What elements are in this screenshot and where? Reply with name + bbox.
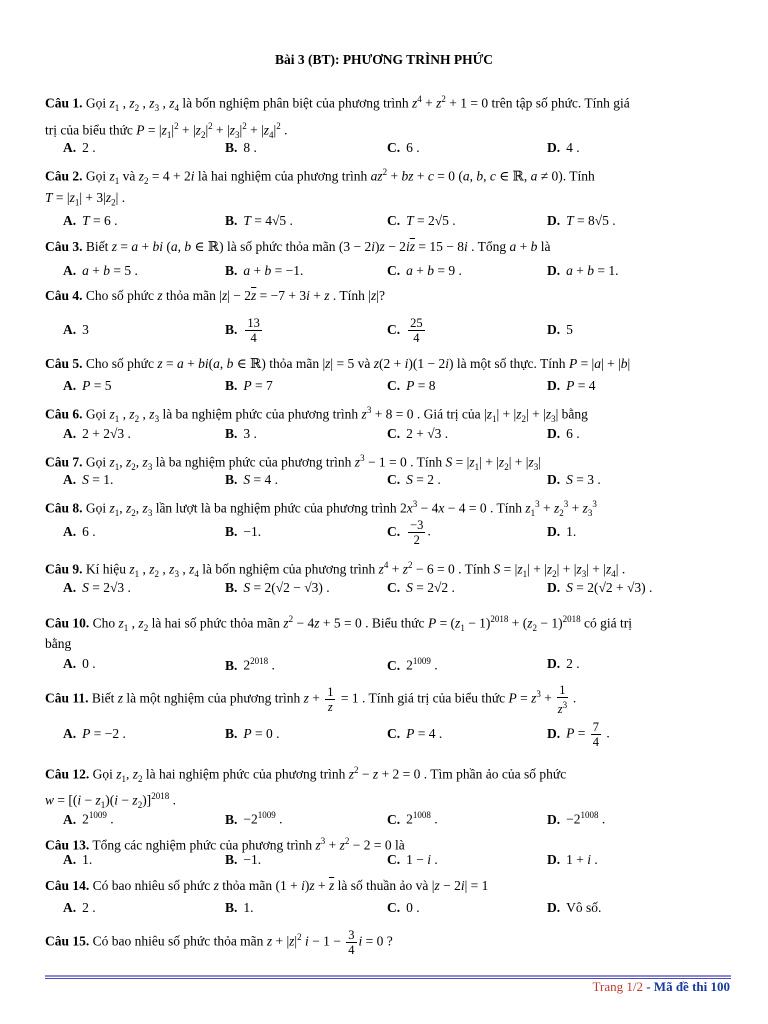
- option-a: A. 2 .: [63, 140, 96, 155]
- question-11-options: [45, 720, 731, 754]
- option-b: B. 8 .: [225, 140, 257, 155]
- option-c: C. 2 + √3 .: [387, 426, 449, 441]
- option-d: D. 5: [547, 322, 573, 337]
- option-d: D. Vô số.: [547, 900, 602, 915]
- question-7-options: [45, 472, 731, 494]
- option-a: A. T = 6 .: [63, 213, 118, 228]
- page-title: Bài 3 (BT): PHƯƠNG TRÌNH PHỨC: [274, 52, 494, 67]
- option-d: D. T = 8√5 .: [547, 213, 616, 228]
- option-b: B. $\frac{13}{4}$: [225, 316, 260, 345]
- option-d: D. P = 4: [547, 378, 596, 393]
- option-d: D. 6 .: [547, 426, 580, 441]
- question-5: Câu 5. Cho số phức z = a + bi(a, b ∈ ℝ) thỏa mãn |z| = 5 và z(2 + i)(1 − 2i) là một số thực. Tính P = |a| + |b|: [45, 356, 631, 371]
- option-b: B. S = 2(√2 − √3) .: [225, 580, 330, 595]
- question-13-options: [45, 852, 731, 874]
- question-13: Câu 13. Tổng các nghiệm phức của phương trình $z^3 + z^2 - 2 = 0$ là: [45, 836, 405, 853]
- option-d: D. 2 .: [547, 656, 580, 671]
- option-d: D. S = 3 .: [547, 472, 601, 487]
- option-b: B. S = 4 .: [225, 472, 279, 487]
- question-2: Câu 2. Gọi $z_1$ và $z_2 = 4 + 2i$ là hai nghiệm của phương trình $az^2$ + bz + c = 0 (a, b, c ∈ ℝ, a ≠ 0). Tính: [45, 167, 595, 187]
- question-15: Câu 15. Có bao nhiêu số phức thỏa mãn $z + |z|^2$ i − 1 − $\frac{3}{4}$ i = 0 ?: [45, 927, 393, 957]
- option-b: B. P = 0 .: [225, 726, 280, 741]
- option-c: C. 6 .: [387, 140, 420, 155]
- option-c: C. $\frac{-3}{2}$ .: [387, 518, 431, 547]
- question-8: Câu 8. Gọi $z_1$, $z_2$, $z_3$ lần lượt là ba nghiệm phức của phương trình $2x^3 - 4x - 4 = 0$ . Tính $z_1^3 + z_2^3 + z_3^3$: [45, 499, 597, 519]
- question-11: Câu 11. Biết z là một nghiệm của phương trình z + $\frac{1}{z}$ = 1 . Tính giá trị của biểu thức $P = z^3$ + $\frac{1}{z^3}$ .: [45, 682, 577, 716]
- question-10: Câu 10. Cho $z_1$ , $z_2$ là hai số phức thỏa mãn $z^2 - 4z + 5 = 0$ . Biểu thức $P = (z_1 - 1)^{2018} + (z_2 - 1)^{2018}$ có giá trị: [45, 614, 633, 634]
- option-a: A. 3: [63, 322, 89, 337]
- option-c: C. T = 2√5 .: [387, 213, 456, 228]
- option-c: C. S = 2 .: [387, 472, 441, 487]
- option-d: D. 1.: [547, 524, 577, 539]
- option-b: B. P = 7: [225, 378, 273, 393]
- option-a: A. 2 .: [63, 900, 96, 915]
- option-a: A. 0 .: [63, 656, 96, 671]
- option-a: A. S = 2√3 .: [63, 580, 131, 595]
- question-8-options: [45, 518, 731, 552]
- option-c: C. a + b = 9 .: [387, 263, 462, 278]
- option-c: C. $\frac{25}{4}$: [387, 316, 423, 345]
- option-a: A. 6 .: [63, 524, 96, 539]
- question-7: Câu 7. Gọi $z_1$, $z_2$, $z_3$ là ba nghiệm phức của phương trình $z^3 - 1 = 0$ . Tính $S = |z_1| + |z_2| + |z_3|$: [45, 453, 541, 473]
- option-b: B. −1.: [225, 524, 262, 539]
- option-b: B. −1.: [225, 852, 262, 867]
- option-a: A. P = 5: [63, 378, 112, 393]
- question-1-line2: trị của biểu thức $P = |z_1|^2 + |z_2|^2 + |z_3|^2 + |z_4|^2$ .: [45, 121, 288, 141]
- question-3: Câu 3. Biết z = a + bi (a, b ∈ ℝ) là số phức thỏa mãn $(3 - 2i)z - 2i\overline{z} = 15 - 8i$ . Tổng a + b là: [45, 239, 551, 254]
- question-4-options: [45, 316, 731, 350]
- option-a: A. S = 1.: [63, 472, 114, 487]
- question-5-options: [45, 378, 731, 400]
- option-d: D. a + b = 1.: [547, 263, 619, 278]
- option-b: B. $-2^{1009}$ .: [225, 810, 283, 827]
- option-b: B. 1.: [225, 900, 254, 915]
- question-2-options: [45, 213, 731, 235]
- option-a: A. 2 + 2√3 .: [63, 426, 131, 441]
- option-b: B. T = 4√5 .: [225, 213, 293, 228]
- question-14: Câu 14. Có bao nhiêu số phức z thỏa mãn $(1 + i)z + \overline{z}$ là số thuần ảo và |z − 2i| = 1: [45, 878, 489, 893]
- option-d: D. 4 .: [547, 140, 580, 155]
- option-c: C. 1 − i .: [387, 852, 438, 867]
- question-9: Câu 9. Kí hiệu $z_1$ , $z_2$ , $z_3$ , $z_4$ là bốn nghiệm của phương trình $z^4 + z^2 - 6 = 0$ . Tính $S = |z_1| + |z_2| + |z_3| + |z_4|$ .: [45, 560, 626, 580]
- option-a: A. $2^{1009}$ .: [63, 810, 114, 827]
- question-10-options: [45, 656, 731, 678]
- question-6: Câu 6. Gọi $z_1$ , $z_2$ , $z_3$ là ba nghiệm phức của phương trình $z^3 + 8 = 0$ . Giá trị của $|z_1| + |z_2| + |z_3|$ bằng: [45, 405, 588, 425]
- option-b: B. a + b = −1.: [225, 263, 304, 278]
- option-a: A. a + b = 5 .: [63, 263, 138, 278]
- option-d: D. S = 2(√2 + √3) .: [547, 580, 653, 595]
- question-1: Câu 1. Gọi $z_1$ , $z_2$ , $z_3$ , $z_4$ là bốn nghiệm phân biệt của phương trình $z^4 + z^2 + 1 = 0$ trên tập số phức. Tính giá: [45, 94, 630, 114]
- option-c: C. P = 4 .: [387, 726, 443, 741]
- option-a: A. 1.: [63, 852, 93, 867]
- option-b: B. $2^{2018}$ .: [225, 656, 275, 673]
- question-12-line2: $w = [(i - z_1)(i - z_2)]^{2018}$ .: [45, 791, 176, 811]
- option-c: C. P = 8: [387, 378, 436, 393]
- option-c: C. $2^{1008}$ .: [387, 810, 438, 827]
- option-d: D. 1 + i .: [547, 852, 598, 867]
- option-c: C. S = 2√2 .: [387, 580, 455, 595]
- option-c: C. $2^{1009}$ .: [387, 656, 438, 673]
- question-4: Câu 4. Cho số phức z thỏa mãn $|z| - 2\overline{z} = -7 + 3i + z$ . Tính |z|?: [45, 288, 385, 303]
- question-1-options: [45, 140, 731, 162]
- question-2-line2: $T = |z_1| + 3|z_2|$ .: [45, 190, 126, 208]
- option-a: A. P = −2 .: [63, 726, 126, 741]
- footer-exam-code: - Mã đề thi 100: [642, 979, 730, 994]
- question-14-options: [45, 900, 731, 922]
- footer-page-number: Trang 1/2: [592, 979, 643, 994]
- question-6-options: [45, 426, 731, 448]
- option-d: D. P = $\frac{7}{4}$ .: [547, 720, 610, 749]
- question-12: Câu 12. Gọi $z_1$, $z_2$ là hai nghiệm phức của phương trình $z^2 - z + 2 = 0$ . Tìm phần ảo của số phức: [45, 765, 567, 785]
- question-9-options: [45, 580, 731, 602]
- question-10-line2: bằng: [45, 636, 72, 651]
- page-footer: [593, 979, 730, 995]
- option-d: D. $-2^{1008}$ .: [547, 810, 606, 827]
- footer-divider: [45, 975, 731, 977]
- option-c: C. 0 .: [387, 900, 420, 915]
- option-b: B. 3 .: [225, 426, 257, 441]
- question-3-options: [45, 263, 731, 285]
